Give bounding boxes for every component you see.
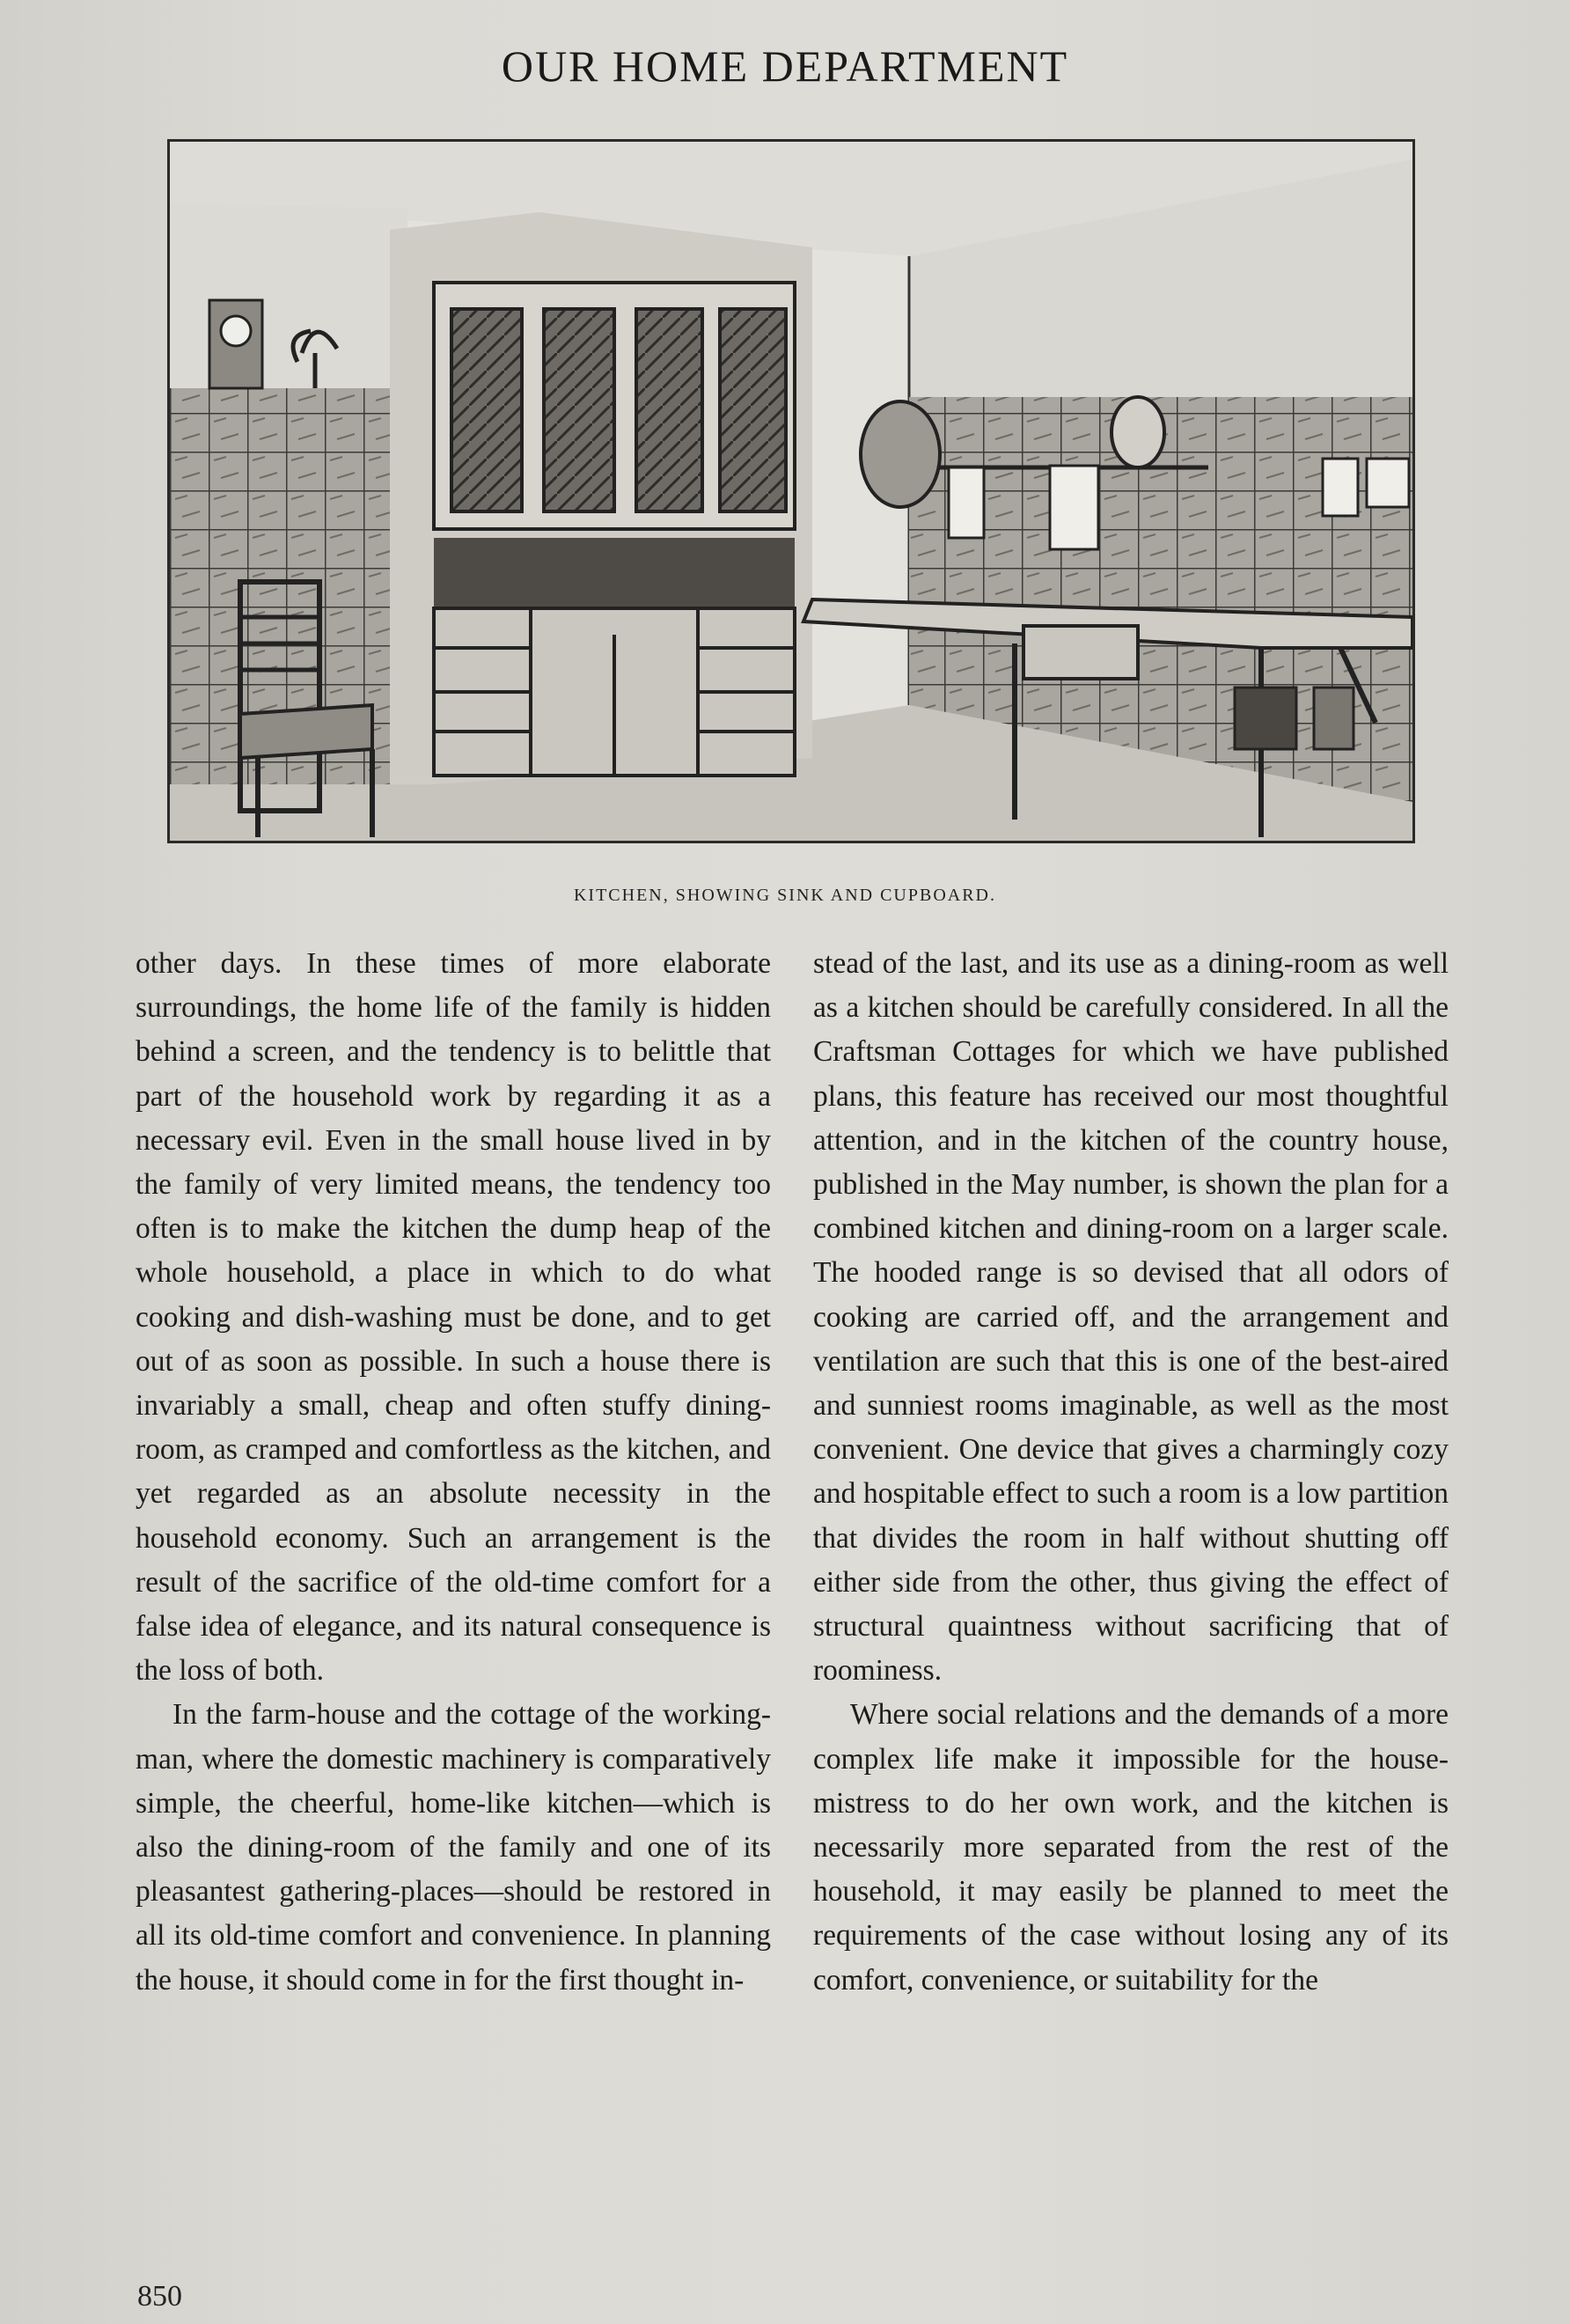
figure-caption: KITCHEN, SHOWING SINK AND CUPBOARD.: [573, 886, 996, 905]
article-column-right: [813, 942, 1449, 2003]
kitchen-drawing: [170, 142, 1412, 841]
paragraph: In the farm-house and the cottage of the working-man, where the domestic machinery is comparatively simple, the cheerful, home-like kitchen—which is also the dining-room of the family and one of its pleasantest gathering-places—should be restored in all its old-time comfort and convenience. In planning the house, it should come in for the first thought in-: [136, 1698, 771, 1997]
paragraph: Where social relations and the demands of a more complex life make it impossible for the house-mistress to do her own work, and the kitchen is necessarily more separated from the rest of the household, it may easily be planned to meet the requirements of the case without losing any of its comfort, convenience, or suitability for the: [813, 1698, 1449, 1997]
page-number: 850: [137, 2280, 182, 2313]
paragraph: stead of the last, and its use as a dining-room as well as a kitchen should be carefully considered. In all the Craftsman Cottages for which we have published plans, this feature has received our most thoughtful attention, and in the kitchen of the country house, published in the May number, is shown the plan for a combined kitchen and dining-room on a larger scale. The hooded range is so devised that all odors of cooking are carried off, and the arrangement and ventilation are such that this is one of the best-aired and sunniest rooms imaginable, as well as the most convenient. One device that gives a charmingly cozy and hospitable effect to such a room is a low partition that divides the room in half without shutting off either side from the other, thus giving the effect of structural quaintness without sacrificing that of roominess.: [813, 947, 1449, 1688]
kitchen-illustration: [167, 139, 1415, 843]
page-title: OUR HOME DEPARTMENT: [501, 41, 1069, 91]
article-column-left: [136, 942, 771, 2003]
paragraph: other days. In these times of more elaborate surroundings, the home life of the family is hidden behind a screen, and the tendency is to belittle that part of the household work by regarding it as a necessary evil. Even in the small house lived in by the family of very limited means, the tendency too often is to make the kitchen the dump heap of the whole household, a place in which to do what cooking and dish-washing must be done, and to get out of as soon as possible. In such a house there is invariably a small, cheap and often stuffy dining-room, as cramped and comfortless as the kitchen, and yet regarded as an absolute necessity in the household economy. Such an arrangement is the result of the sacrifice of the old-time comfort for a false idea of elegance, and its natural consequence is the loss of both.: [136, 947, 771, 1688]
